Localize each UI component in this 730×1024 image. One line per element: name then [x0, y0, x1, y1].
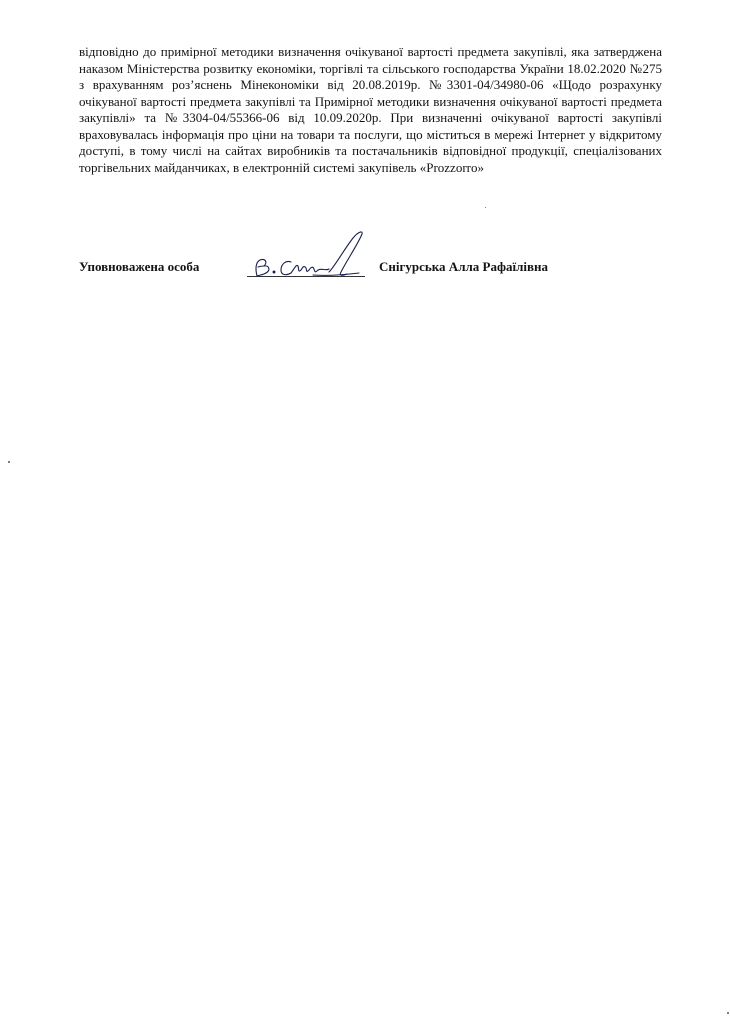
document-body	[79, 44, 662, 176]
scan-speck	[8, 461, 10, 463]
signatory-role: Уповноважена особа	[79, 259, 200, 274]
signature-block	[79, 256, 679, 288]
body-paragraph: відповідно до примірної методики визначення очікуваної вартості предмета закупівлі, яка затверджена наказом Міністерства розвитку економіки, торгівлі та сільського господарства України 18.02.2020 №275 з врахуванням роз’яснень Мінекономіки від 20.08.2019р. №3301-04/34980-06 «Щодо розрахунку очікуваної вартості предмета закупівлі та Примірної методики визначення очікуваної вартості предмета закупівлі» та №3304-04/55366-06 від 10.09.2020р. При визначенні очікуваної вартості закупівлі враховувалась інформація про ціни на товари та послуги, що міститься в мережі Інтернет у відкритому доступі, в тому числі на сайтах виробників та постачальників відповідної продукції, спеціалізованих торгівельних майданчиках, в електронній системі закупівель «Prozzorro»	[79, 44, 662, 175]
scan-speck	[727, 1012, 729, 1014]
signatory-name: Снігурська Алла Рафаїлівна	[379, 259, 548, 274]
scan-speck	[485, 207, 486, 208]
handwritten-signature	[243, 226, 393, 284]
